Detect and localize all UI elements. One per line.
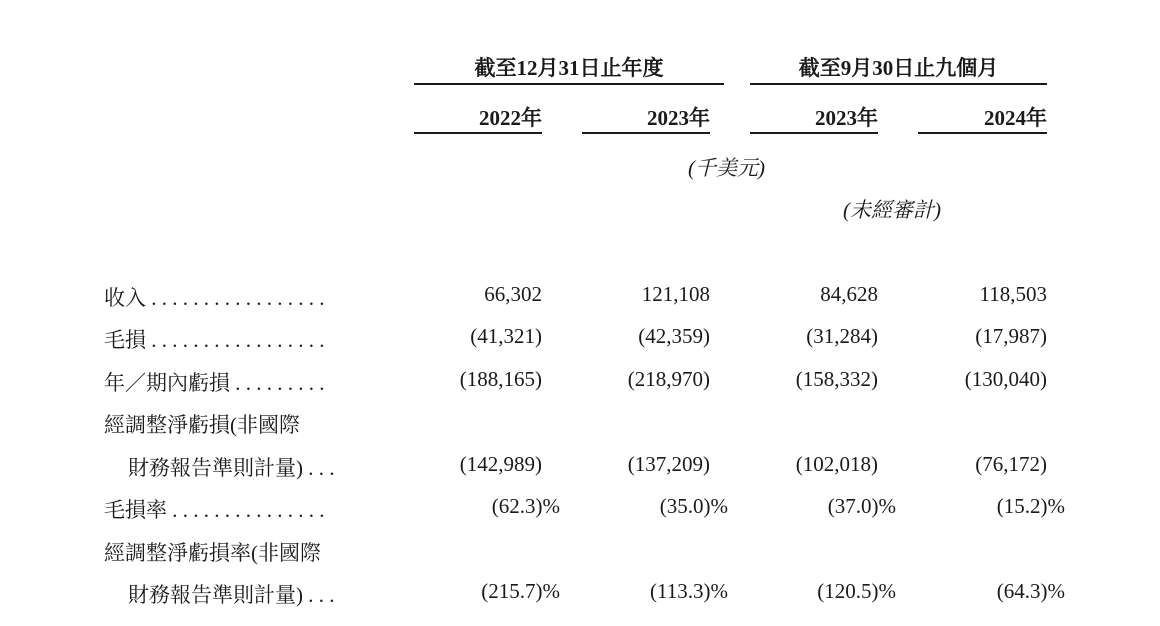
cell-gross-loss-margin-2023-9m: (37.0)% — [827, 494, 896, 518]
year-rule-1 — [414, 132, 542, 134]
cell-revenue-2023: 121,108 — [641, 282, 710, 306]
cell-adjusted-net-loss-2024-9m: (76,172) — [975, 452, 1047, 476]
row-label-adjusted-net-loss-line1: 經調整淨虧損(非國際 — [104, 413, 300, 437]
cell-gross-loss-2023: (42,359) — [638, 324, 710, 348]
group-rule-nine-months — [750, 83, 1047, 85]
year-header-2: 2023年 — [647, 106, 710, 130]
cell-adjusted-net-loss-margin-2023: (113.3)% — [650, 579, 728, 603]
cell-gross-loss-margin-2022: (62.3)% — [491, 494, 560, 518]
cell-gross-loss-margin-2023: (35.0)% — [659, 494, 728, 518]
cell-adjusted-net-loss-2023-9m: (102,018) — [795, 452, 878, 476]
cell-revenue-2023-9m: 84,628 — [820, 282, 878, 306]
row-label-adjusted-net-loss-line2: 財務報告準則計量) . . . — [128, 456, 335, 480]
cell-adjusted-net-loss-margin-2022: (215.7)% — [481, 579, 560, 603]
row-label-adjusted-net-loss-margin-line2: 財務報告準則計量) . . . — [128, 583, 335, 607]
year-header-1: 2022年 — [479, 106, 542, 130]
row-label-gross-loss-margin: 毛損率 . . . . . . . . . . . . . . . — [104, 498, 325, 522]
cell-revenue-2022: 66,302 — [484, 282, 542, 306]
cell-adjusted-net-loss-2023: (137,209) — [627, 452, 710, 476]
cell-adjusted-net-loss-2022: (142,989) — [459, 452, 542, 476]
row-label-revenue: 收入 . . . . . . . . . . . . . . . . . — [104, 286, 325, 310]
cell-gross-loss-margin-2024-9m: (15.2)% — [996, 494, 1065, 518]
cell-adjusted-net-loss-margin-2023-9m: (120.5)% — [817, 579, 896, 603]
group-rule-fiscal-year — [414, 83, 724, 85]
cell-gross-loss-2023-9m: (31,284) — [806, 324, 878, 348]
year-rule-4 — [918, 132, 1047, 134]
row-label-adjusted-net-loss-margin-line1: 經調整淨虧損率(非國際 — [104, 541, 321, 565]
cell-adjusted-net-loss-margin-2024-9m: (64.3)% — [996, 579, 1065, 603]
year-rule-3 — [750, 132, 878, 134]
cell-revenue-2024-9m: 118,503 — [979, 282, 1047, 306]
year-header-4: 2024年 — [984, 106, 1047, 130]
cell-net-loss-2024-9m: (130,040) — [964, 367, 1047, 391]
cell-net-loss-2022: (188,165) — [459, 367, 542, 391]
cell-net-loss-2023-9m: (158,332) — [795, 367, 878, 391]
row-label-net-loss: 年／期內虧損 . . . . . . . . . — [104, 371, 325, 395]
cell-net-loss-2023: (218,970) — [627, 367, 710, 391]
group-header-nine-months: 截至9月30日止九個月 — [798, 56, 999, 80]
group-header-fiscal-year: 截至12月31日止年度 — [474, 56, 664, 80]
cell-gross-loss-2024-9m: (17,987) — [975, 324, 1047, 348]
unaudited-note: (未經審計) — [843, 198, 941, 222]
row-label-gross-loss: 毛損 . . . . . . . . . . . . . . . . . — [104, 328, 325, 352]
year-header-3: 2023年 — [815, 106, 878, 130]
year-rule-2 — [582, 132, 710, 134]
cell-gross-loss-2022: (41,321) — [470, 324, 542, 348]
unit-note: (千美元) — [688, 156, 765, 180]
